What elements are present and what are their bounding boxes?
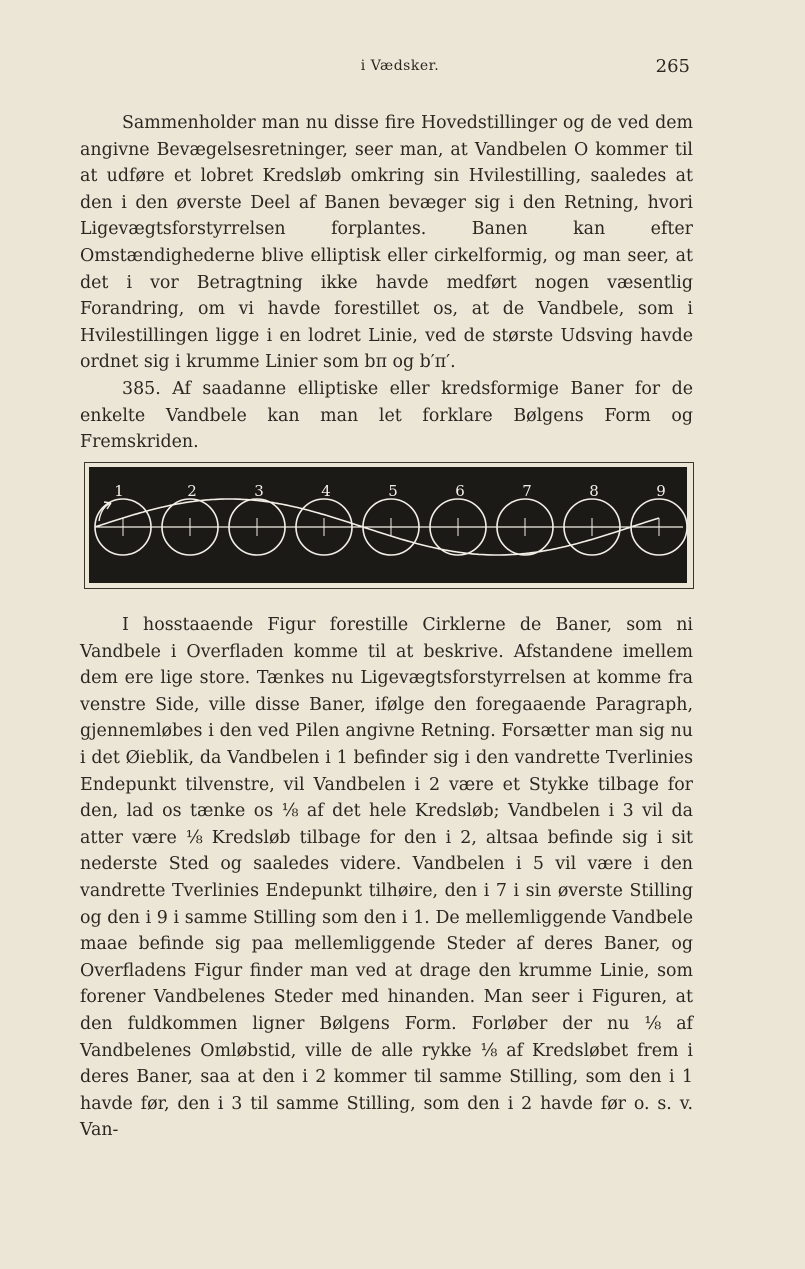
text-block-lower (80, 612, 693, 1144)
orbit-label: 7 (522, 482, 532, 500)
page-number: 265 (655, 56, 690, 77)
running-title: i Vædsker. (360, 58, 440, 74)
wave-orbit-figure (84, 462, 694, 589)
text-block-upper (80, 110, 693, 456)
orbit-label: 4 (321, 482, 331, 500)
orbit-label: 1 (114, 482, 124, 500)
page-header (80, 56, 720, 80)
paragraph: I hosstaaende Figur forestille Cirklerne de Baner, som ni Vandbele i Overfladen komme til at beskrive. Afstandene imellem dem ere lige store. Tænkes nu Ligevægtsforstyrrelsen at komme fra venstre Side, ville disse Baner, ifølge den foregaaende Paragraph, gjennemløbes i den ved Pilen angivne Retning. Forsætter man sig nu i det Øieblik, da Vandbelen i 1 befinder sig i den vandrette Tverlinies Endepunkt tilvenstre, vil Vandbelen i 2 være et Stykke tilbage for den, lad os tænke os ⅛ af det hele Kredsløb; Vandbelen i 3 vil da atter være ⅛ Kredsløb tilbage for den i 2, altsaa befinde sig i sit nederste Sted og saaledes videre. Vandbelen i 5 vil være i den vandrette Tverlinies Endepunkt tilhøire, den i 7 i sin øverste Stilling og den i 9 i samme Stilling som den i 1. De mellemliggende Vandbele maae befinde sig paa mellemliggende Steder af deres Baner, og Overfladens Figur finder man ved at drage den krumme Linie, som forener Vandbelenes Steder med hinanden. Man seer i Figuren, at den fuldkommen ligner Bølgens Form. Forløber der nu ⅛ af Vandbelenes Omløbstid, ville de alle rykke ⅛ af Kredsløbet frem i deres Baner, saa at den i 2 kommer til samme Stilling, som den i 1 havde før, den i 3 til samme Stilling, som den i 2 havde før o. s. v. Van- (80, 615, 693, 1141)
paragraph: Sammenholder man nu disse fire Hovedstillinger og de ved dem angivne Bevægelsesretninger, seer man, at Vandbelen O kommer til at udføre et lobret Kredsløb omkring sin Hvilestilling, saaledes at den i den øverste Deel af Banen bevæger sig i den Retning, hvori Ligevægtsforstyrrelsen forplantes. Banen kan efter Omstændighederne blive elliptisk eller cirkelformig, og man seer, at det i vor Betragtning ikke havde medført nogen væsentlig Forandring, om vi havde forestillet os, at de Vandbele, som i Hvilestillingen ligge i en lodret Linie, ved de største Udsving havde ordnet sig i krumme Linier som bπ og b′π′. (80, 113, 693, 373)
orbit-label: 2 (187, 482, 197, 500)
paragraph: 385. Af saadanne elliptiske eller kredsformige Baner for de enkelte Vandbele kan man let forklare Bølgens Form og Fremskriden. (80, 378, 693, 453)
orbit-label: 6 (455, 482, 465, 500)
orbit-label: 9 (656, 482, 666, 500)
orbit-label: 8 (589, 482, 599, 500)
orbit-label: 3 (254, 482, 264, 500)
wave-orbit-diagram (85, 463, 693, 588)
orbit-label: 5 (388, 482, 398, 500)
